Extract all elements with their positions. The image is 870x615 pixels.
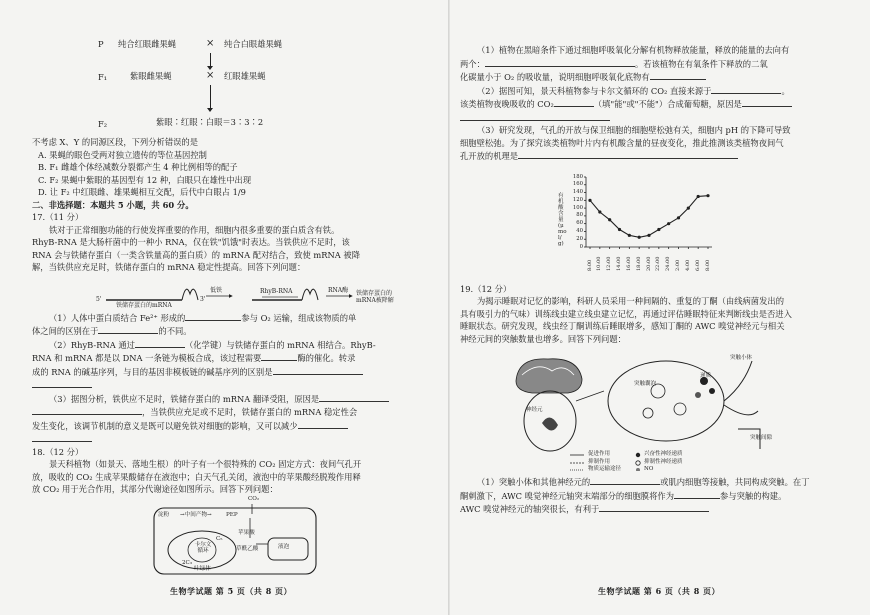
- chart-data-point: [598, 210, 601, 213]
- chart-data-point: [687, 206, 690, 209]
- q18-heading: 18.（12 分）: [32, 446, 84, 457]
- q17-1-line: 体之间的区别在于 的不同。: [32, 326, 192, 336]
- q19-intro-line: 具有吸引力的气味）训练线虫建立线虫建立记忆，再通过评估睡眠特征来判断线虫是否进入: [460, 308, 792, 319]
- chart-x-tick-label: 6:00: [694, 259, 701, 271]
- legend-inhibit: 抑制作用: [588, 459, 611, 465]
- cross-p-male: 纯合白眼雄果蝇: [224, 39, 283, 49]
- chart-y-tick-label: 0: [579, 243, 583, 250]
- mrna-three-prime: 3': [200, 295, 206, 303]
- cross-f2-label: F₂: [98, 119, 108, 129]
- nerve-gap-label: 突触间隙: [750, 435, 773, 441]
- cross-arrow-2: [210, 85, 211, 109]
- q17-1-line: （1）人体中蛋白质结合 Fe²⁺ 形成的 参与 O₂ 运输，组成该物质的单: [49, 312, 357, 323]
- cam-pathway-diagram: [152, 495, 320, 576]
- q19-1-line: 酮刺激下，AWC 嗅觉神经元轴突末端部分的细胞膜将作为 参与突触的构建。: [460, 490, 787, 501]
- organic-acid-chart: [558, 171, 732, 279]
- q19-heading: 19.（12 分）: [460, 283, 512, 294]
- q18-1-line: 两个： 。若该植物在有氧条件下释放的二氧: [460, 58, 768, 69]
- legend-promote: 促进作用: [588, 451, 611, 457]
- q18-intro-line: 放，吸收的 CO₂ 生成苹果酸储存在液泡中；白天气孔关闭，液泡中的苹果酸经脱羧作用释: [32, 471, 361, 482]
- nerve-transmitter-label: 递质: [700, 373, 712, 379]
- chart-x-tick-label: 10:00: [596, 256, 603, 271]
- mrna-gene-label: 铁储存蛋白的mRNA: [116, 301, 172, 309]
- q19-1-line: AWC 嗅觉神经元的轴突很长，有利于: [460, 502, 848, 516]
- cam-malate-label: 苹果酸: [238, 529, 255, 536]
- rhyb-rna-label: RhyB-RNA: [260, 287, 293, 295]
- cross-f1-times: ×: [206, 70, 215, 81]
- chart-data-point: [697, 194, 700, 197]
- q19-intro-line: 为揭示睡眠对记忆的影响，科研人员采用一种间隔的、重复的丁酮（由线病菌发出的: [477, 296, 784, 306]
- chart-data-point: [667, 222, 670, 225]
- chart-y-tick-label: 160: [572, 181, 583, 188]
- q16-option-d: D. 让 F₂ 中红眼雌、雄果蝇相互交配，后代中白眼占 1/9: [38, 187, 246, 197]
- chart-y-axis-label: 有机酸含量(μmol/g): [558, 192, 567, 247]
- chart-data-point: [706, 194, 709, 197]
- q16-option-a: A. 果蝇的眼色受两对独立遗传的等位基因控制: [38, 149, 207, 160]
- chart-x-tick-label: 14:00: [616, 256, 622, 271]
- cross-f1-female: 紫眼雌果蝇: [130, 71, 172, 81]
- legend-no: NO: [644, 466, 654, 472]
- q18-1-line: （1）植物在黑暗条件下通过细胞呼吸氧化分解有机物释放能量，释放的能量的去向有: [477, 45, 790, 55]
- q17-2-line: RNA 和 mRNA 都是以 DNA 一条链为模板合成，该过程需要 酶的催化。转录: [32, 353, 356, 363]
- chart-y-tick-label: 60: [576, 220, 583, 227]
- chart-y-tick-label: 40: [576, 227, 583, 234]
- chart-x-tick-label: 2:00: [675, 259, 681, 271]
- chart-y-tick-label: 20: [576, 235, 583, 242]
- chart-data-point: [657, 227, 660, 230]
- mrna-result-label: 铁储存蛋白的mRNA被降解: [356, 289, 394, 304]
- cam-intermediate-label: →中间产物→: [180, 511, 212, 518]
- genetic-cross-diagram: [98, 38, 442, 136]
- chart-y-tick-label: 140: [572, 189, 583, 196]
- q18-intro-line: 放 CO₂ 用于光合作用，其部分代谢途径如图所示。回答下列问题：: [32, 484, 278, 494]
- mrna-degradation-diagram: [96, 276, 402, 309]
- q16-stem: 不考虑 X、Y 的同源区段，下列分析错误的是: [32, 137, 199, 147]
- nerve-vesicle-label: 突触囊泡: [634, 381, 657, 387]
- chart-x-tick-label: 4:00: [684, 259, 691, 271]
- chart-series-line: [590, 195, 708, 237]
- chart-x-tick-label: 20:00: [645, 256, 652, 271]
- mrna-step-rnase: RNA酶: [328, 286, 349, 294]
- q17-intro-line: RNA 会与铁储存蛋白（一类含铁量高的蛋白质）的 mRNA 配对结合，致使 mRNA 被降: [32, 249, 361, 260]
- cross-arrow-1: [210, 53, 211, 67]
- q18-1-line: 化碳量小于 O₂ 的吸收量，说明细胞呼吸氧化底物有: [460, 70, 848, 84]
- q17-heading: 17.（11 分）: [32, 212, 84, 222]
- q16-option-c: C. F₂ 果蝇中紫眼的基因型有 12 种，白眼只在雄性中出现: [38, 174, 252, 185]
- chart-data-point: [677, 216, 680, 219]
- chart-data-point: [638, 235, 641, 238]
- cam-starch-label: 淀粉: [158, 511, 170, 518]
- q18-2-line: （2）据图可知，景天科植物参与卡尔文循环的 CO₂ 直接来源于 。: [477, 85, 790, 96]
- chart-x-tick-label: 16:00: [625, 256, 632, 271]
- q17-intro-line: 解，当铁供应充足时，铁储存蛋白的 mRNA 稳定性提高。回答下列问题：: [32, 262, 306, 272]
- cross-p-times: ×: [206, 38, 215, 49]
- mrna-five-prime: 5': [96, 295, 102, 303]
- cross-p-label: P: [98, 39, 104, 49]
- mrna-step-low-iron: 低铁: [210, 286, 223, 294]
- section-2-heading: 二、非选择题：本题共 5 小题，共 60 分。: [32, 199, 194, 210]
- q19-1-line: （1）突触小体和其他神经元的 或肌内细胞等接触，共同构成突触。在丁: [477, 477, 810, 487]
- nerve-synapse-label: 突触小体: [730, 355, 753, 361]
- chart-y-tick-label: 180: [572, 173, 583, 180]
- cam-c3-label: 2C₃: [182, 559, 193, 566]
- page-5-footer: 生物学试题 第 5 页（共 8 页）: [170, 585, 293, 596]
- cam-chloroplast-label: 叶绿体: [194, 565, 211, 572]
- chart-y-tick-label: 120: [572, 196, 583, 203]
- chart-data-point: [618, 227, 621, 230]
- legend-excitatory: 兴奋性神经递质: [644, 451, 683, 457]
- cam-oxaloacetate-label: 草酰乙酸: [236, 545, 259, 552]
- q17-2-line: 成的 RNA 的碱基序列，与目的基因非模板链的碱基序列的区别是: [32, 365, 442, 379]
- cross-f2-ratio: 紫眼∶红眼∶白眼＝3∶3∶2: [156, 117, 264, 127]
- chart-y-tick-label: 100: [572, 204, 583, 211]
- chart-y-tick-label: 80: [576, 212, 583, 219]
- q17-3-line: （3）据图分析，铁供应不足时，铁储存蛋白的 mRNA 翻译受阻，原因是: [32, 392, 442, 406]
- legend-inhibitory: 抑制性神经递质: [644, 459, 683, 465]
- cam-pep-label: PEP: [226, 511, 238, 518]
- q19-intro-line: 神经元间的突触数量也增多。回答下列问题：: [460, 333, 626, 344]
- chart-x-tick-label: 24:00: [665, 256, 672, 271]
- cam-vacuole-label: 液泡: [278, 543, 290, 550]
- cross-p-female: 纯合红眼雌果蝇: [118, 39, 177, 49]
- chart-data-point: [647, 233, 650, 236]
- chart-x-tick-label: 22:00: [655, 256, 662, 271]
- q18-3-line: 孔开放的机理是: [460, 149, 848, 163]
- chart-x-tick-label: 8:00: [586, 259, 593, 271]
- chart-x-tick-label: 12:00: [606, 256, 613, 271]
- chart-data-point: [628, 233, 631, 236]
- page-6-footer: 生物学试题 第 6 页（共 8 页）: [598, 585, 721, 596]
- q17-blank-line: [32, 378, 442, 392]
- legend-transport: 物质运输途径: [588, 466, 622, 472]
- cam-calvin-label: 卡尔文循环: [194, 541, 212, 554]
- q17-intro-line: RhyB-RNA 是大肠杆菌中的一种小 RNA，仅在铁"饥饿"时表达。当铁供应不足时，该: [32, 237, 350, 247]
- q17-2-line: （2）RhyB-RNA 通过 （化学键）与铁储存蛋白的 mRNA 相结合。RhyB-: [49, 339, 376, 350]
- chart-x-tick-label: 8:00: [704, 259, 711, 271]
- q17-3-line: ，当铁供应充足或不足时，铁储存蛋白的 mRNA 稳定性会: [32, 405, 442, 419]
- cross-f1-label: F₁: [98, 72, 108, 82]
- q18-2-line: 该类植物夜晚吸收的 CO₂ （填"能"或"不能"）合成葡萄糖，原因是: [460, 97, 848, 111]
- q17-3-line: 发生变化，该调节机制的意义是既可以避免铁对细胞的影响，又可以减少: [32, 419, 442, 433]
- q18-blank-line: [460, 111, 848, 125]
- q17-intro-line: 铁对于正常细胞功能的行使发挥重要的作用，细胞内很多重要的蛋白质含有铁。: [49, 224, 340, 235]
- q18-intro-line: 景天科植物（如景天、落地生根）的叶子有一个很特殊的 CO₂ 固定方式：夜间气孔开: [49, 459, 362, 469]
- q16-option-b: B. F₁ 雌雄个体经减数分裂都产生 4 种比例相等的配子: [38, 162, 238, 172]
- q18-3-line: 细胞壁松弛。为了探究该类植物叶片内有机酸含量的昼夜变化，推此推测该类植物夜间气: [460, 137, 784, 148]
- chart-data-point: [608, 218, 611, 221]
- q18-3-line: （3）研究发现，气孔的开放与保卫细胞的细胞壁松弛有关，细胞内 pH 的下降可导致: [477, 125, 791, 135]
- cam-c5-label: C₅: [216, 535, 223, 542]
- cross-f1-male: 红眼雄果蝇: [224, 71, 266, 81]
- cam-co2-label: CO₂: [248, 495, 260, 502]
- neuron-synapse-diagram: [508, 351, 808, 471]
- nerve-neuron-label: 神经元: [526, 407, 543, 413]
- exam-page-6: [448, 0, 870, 615]
- chart-x-tick-label: 18:00: [635, 256, 642, 271]
- q17-blank-line: [32, 432, 442, 446]
- chart-data-point: [588, 198, 591, 201]
- q19-intro-line: 睡眠状态。研究发现，线虫经丁酮训练后睡眠增多，感知丁酮的 AWC 嗅觉神经元与相关: [460, 321, 785, 331]
